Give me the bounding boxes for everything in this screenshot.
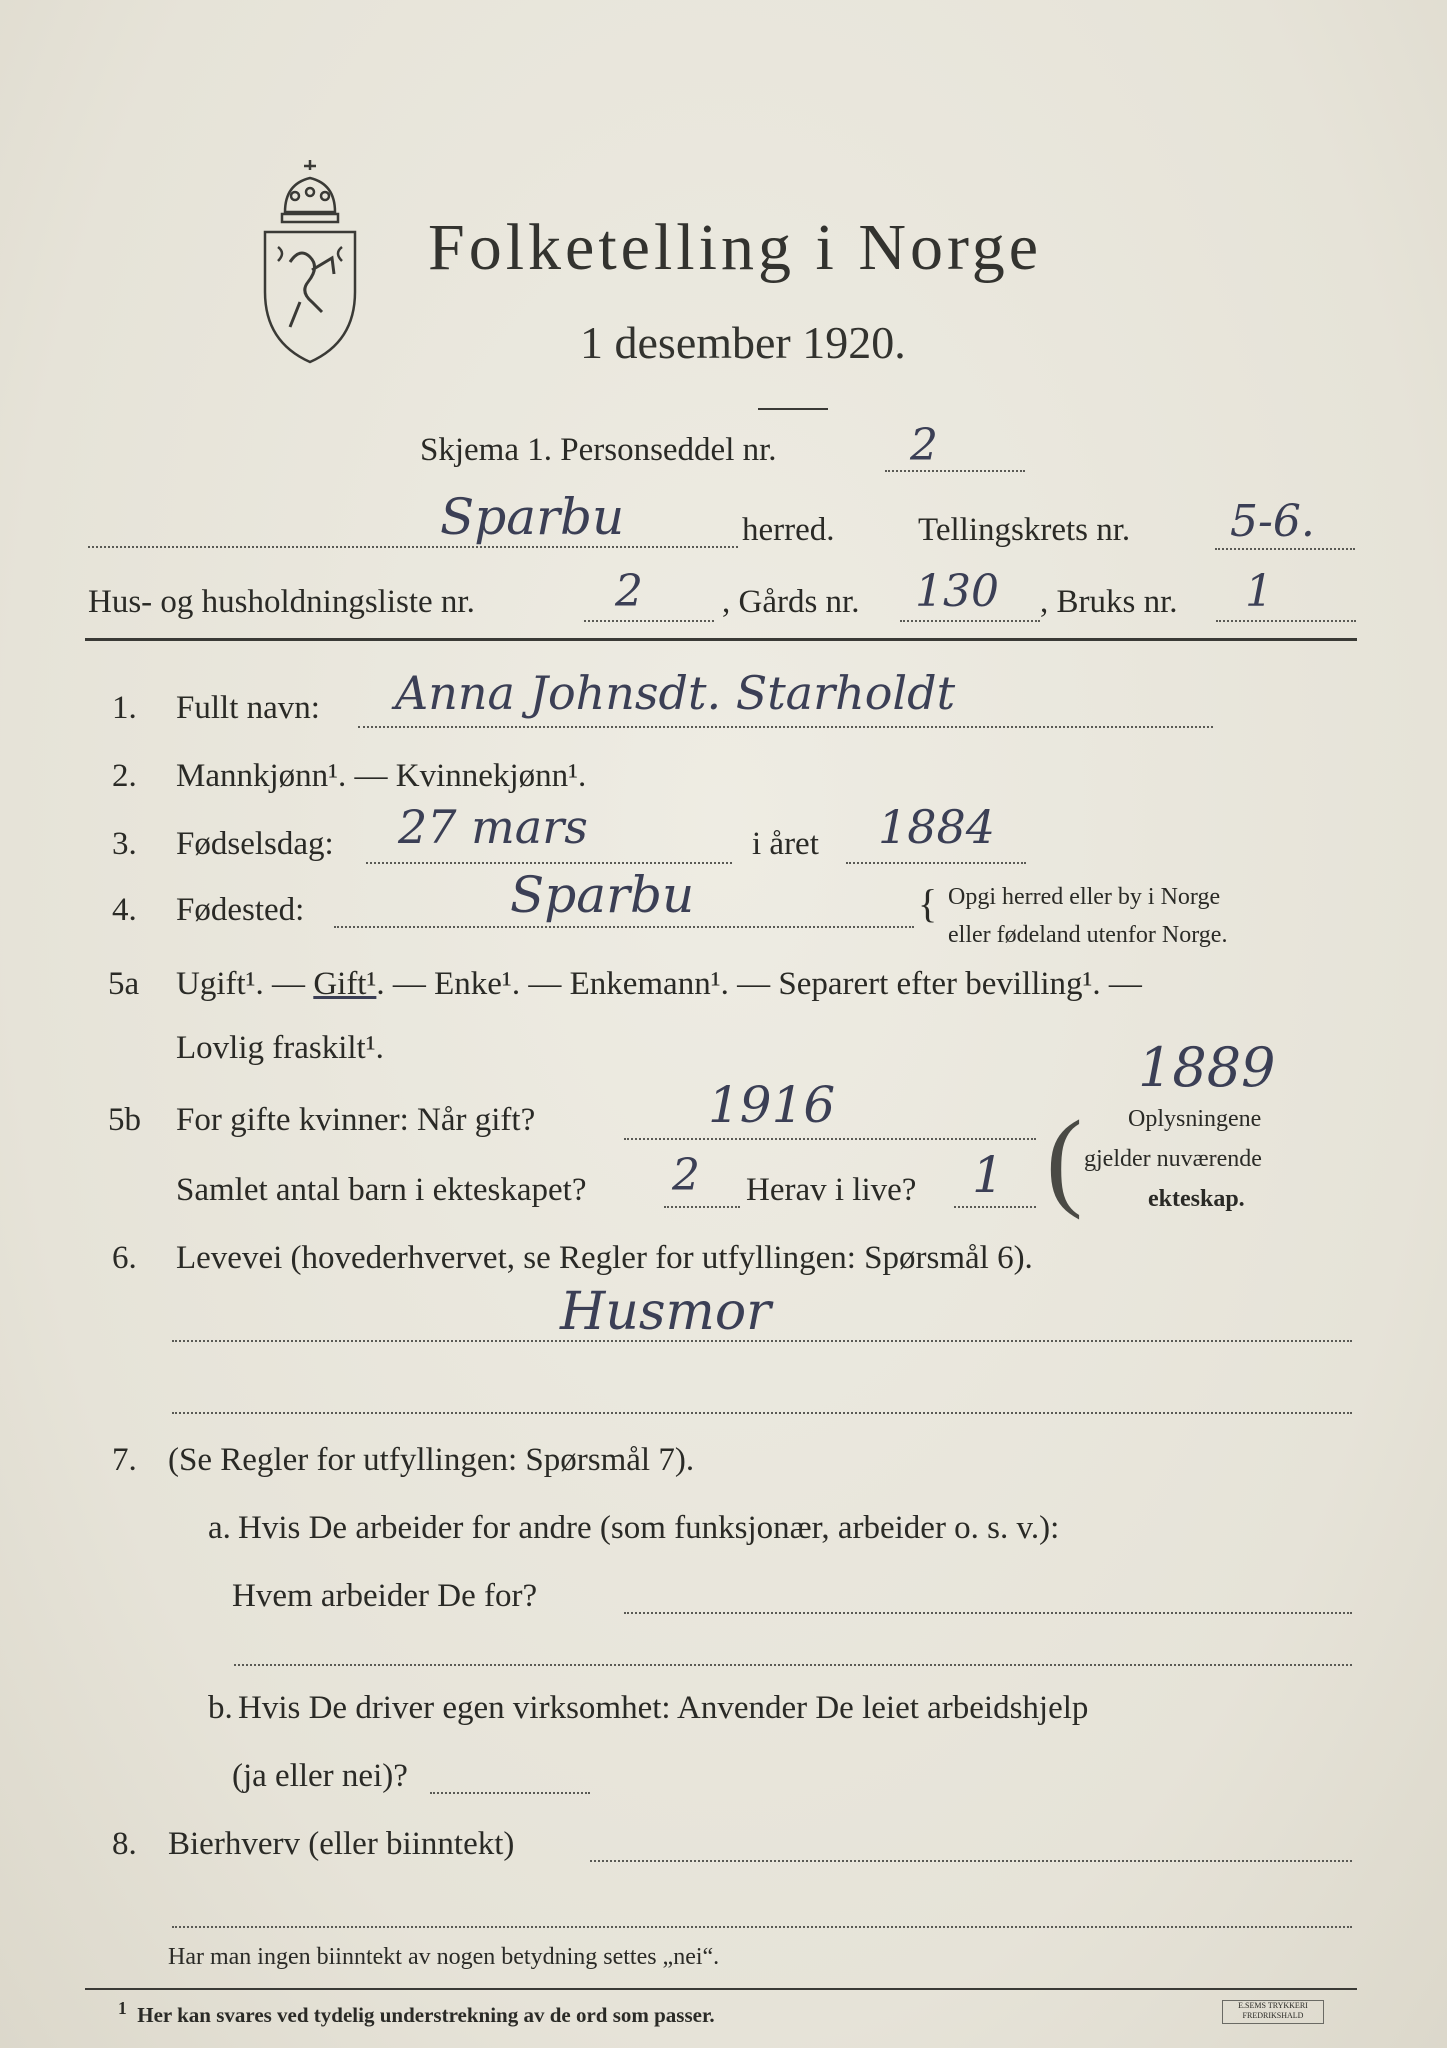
herav-i-live-field-line: [954, 1206, 1036, 1208]
personseddel-number: 2: [910, 420, 938, 471]
norway-coat-of-arms-icon: [250, 152, 370, 372]
oplysningene-note-line2: gjelder nuværende: [1084, 1146, 1262, 1172]
fodested-label: Fødested:: [176, 892, 305, 928]
bierhverv-label: Bierhverv (eller biinntekt): [168, 1826, 515, 1862]
tellingskrets-value: 5-6.: [1230, 496, 1315, 547]
lovlig-fraskilt-option: Lovlig fraskilt¹.: [176, 1030, 384, 1066]
question-number: 7.: [112, 1442, 137, 1478]
q7a-letter: a.: [208, 1510, 231, 1546]
question-number: 6.: [112, 1240, 137, 1276]
bruks-label: , Bruks nr.: [1040, 584, 1178, 620]
antal-barn-label: Samlet antal barn i ekteskapet?: [176, 1172, 587, 1208]
gards-field-line: [900, 620, 1040, 622]
levevei-label: Levevei (hovederhvervet, se Regler for utfyllingen: Spørsmål 6).: [176, 1240, 1033, 1276]
fodselsdag-field-line: [366, 862, 732, 864]
q7b-label: Hvis De driver egen virksomhet: Anvender De leiet arbeidshjelp: [238, 1690, 1089, 1726]
footer-divider: [85, 1988, 1357, 1990]
form-title: Folketelling i Norge: [428, 211, 1043, 284]
question-number: 5a: [108, 966, 140, 1002]
birth-year-value: 1884: [878, 800, 996, 854]
gards-label: , Gårds nr.: [722, 584, 860, 620]
question-number: 2.: [112, 758, 137, 794]
fullt-navn-label: Fullt navn:: [176, 690, 320, 726]
husholdningsliste-value: 2: [615, 566, 643, 617]
naar-gift-value: 1916: [708, 1076, 836, 1134]
levevei-field-line-2: [172, 1412, 1352, 1414]
option-rest: . — Enke¹. — Enkemann¹. — Separert efter bevilling¹. —: [376, 966, 1142, 1002]
fodested-value: Sparbu: [510, 866, 695, 924]
brace-glyph: {: [918, 881, 938, 926]
herred-field-line: [88, 546, 738, 548]
personseddel-field-line: [885, 470, 1025, 472]
option-gift-underlined: Gift¹: [313, 966, 377, 1002]
oplysningene-note-line1: Oplysningene: [1128, 1106, 1262, 1132]
question-number: 5b: [108, 1102, 141, 1138]
section-divider: [85, 638, 1357, 641]
option-ugift: Ugift¹. —: [176, 966, 314, 1002]
q7b-field-line: [430, 1792, 590, 1794]
paren-glyph: (: [1046, 1098, 1083, 1220]
herred-label: herred.: [742, 512, 835, 548]
tellingskrets-label: Tellingskrets nr.: [918, 512, 1131, 548]
kjonn-options: Mannkjønn¹. — Kvinnekjønn¹.: [176, 758, 587, 794]
bierhverv-field-line-2: [172, 1926, 1352, 1928]
q7b-letter: b.: [208, 1690, 233, 1726]
levevei-value: Husmor: [560, 1282, 771, 1342]
form-date: 1 desember 1920.: [580, 317, 906, 368]
gards-value: 130: [915, 566, 999, 617]
birth-year-field-line: [846, 862, 1026, 864]
levevei-field-line-1: [172, 1340, 1352, 1342]
bruks-value: 1: [1245, 566, 1273, 617]
title-divider: [758, 408, 828, 410]
printer-stamp: [1222, 2000, 1324, 2024]
q7a-hvem-label: Hvem arbeider De for?: [232, 1578, 538, 1614]
herred-value: Sparbu: [440, 488, 625, 546]
footnote: [118, 1998, 715, 2028]
sivilstand-options: [176, 966, 1142, 1003]
question-number: 4.: [112, 892, 137, 928]
husholdningsliste-label: Hus- og husholdningsliste nr.: [88, 584, 475, 620]
oplysningene-note-line3: ekteskap.: [1148, 1186, 1245, 1212]
question-number: 8.: [112, 1826, 137, 1862]
question-number: 3.: [112, 826, 137, 862]
q7a-label: Hvis De arbeider for andre (som funksjonær, arbeider o. s. v.):: [238, 1510, 1060, 1546]
husholdningsliste-field-line: [584, 620, 714, 622]
q7a-field-line-2: [234, 1664, 1352, 1666]
antal-barn-value: 2: [672, 1150, 700, 1201]
footnote-text: Her kan svares ved tydelig understrekning av de ord som passer.: [137, 2003, 715, 2027]
footnote-mark: 1: [118, 1998, 127, 2018]
herav-i-live-value: 1: [972, 1146, 1004, 1204]
biinntekt-note: Har man ingen biinntekt av nogen betydning settes „nei“.: [168, 1944, 720, 1970]
i-aret-label: i året: [752, 826, 819, 862]
marriage-year-annotation: 1889: [1138, 1036, 1276, 1099]
q7a-field-line-1: [624, 1612, 1352, 1614]
q7-label: (Se Regler for utfyllingen: Spørsmål 7).: [168, 1442, 695, 1478]
fodested-field-line: [334, 926, 914, 928]
q7b-ja-nei-label: (ja eller nei)?: [232, 1758, 408, 1794]
antal-barn-field-line: [664, 1206, 740, 1208]
printer-stamp-line2: FREDRIKSHALD: [1242, 2011, 1304, 2020]
bierhverv-field-line-1: [590, 1860, 1352, 1862]
fodselsdag-value: 27 mars: [398, 800, 588, 854]
schema-label: Skjema 1. Personseddel nr.: [420, 432, 777, 468]
fullt-navn-value: Anna Johnsdt. Starholdt: [395, 666, 956, 720]
question-number: 1.: [112, 690, 137, 726]
naar-gift-field-line: [624, 1138, 1036, 1140]
fullt-navn-field-line: [358, 726, 1213, 728]
fodselsdag-label: Fødselsdag:: [176, 826, 334, 862]
fodested-note-line2: eller fødeland utenfor Norge.: [948, 922, 1228, 948]
naar-gift-label: For gifte kvinner: Når gift?: [176, 1102, 536, 1138]
tellingskrets-field-line: [1215, 548, 1355, 550]
fodested-note-line1: Opgi herred eller by i Norge: [948, 884, 1221, 910]
herav-i-live-label: Herav i live?: [746, 1172, 917, 1208]
printer-stamp-line1: E.SEMS TRYKKERI: [1238, 2001, 1308, 2010]
bruks-field-line: [1216, 620, 1356, 622]
